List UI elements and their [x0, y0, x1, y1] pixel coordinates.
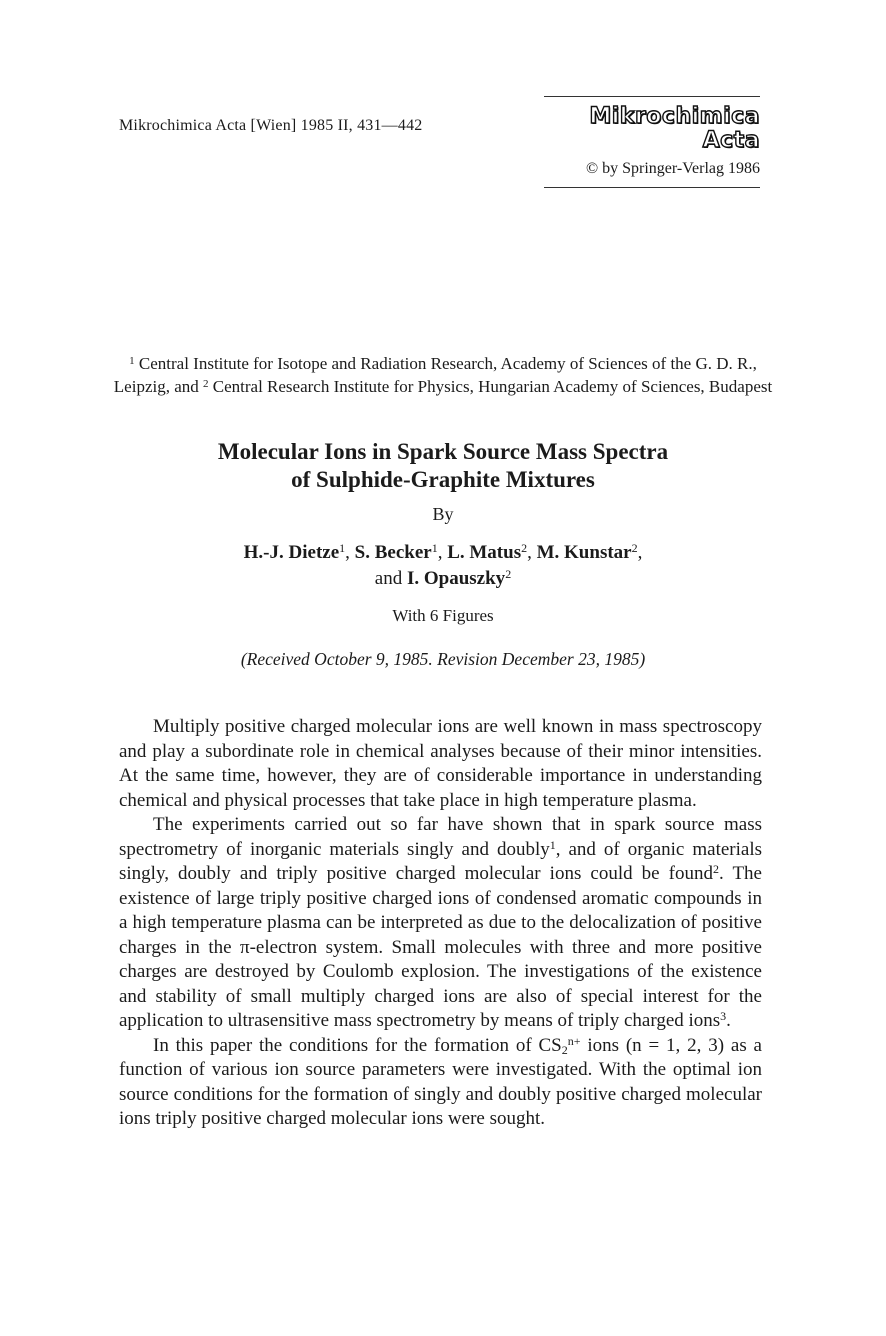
by-line: By	[432, 504, 454, 524]
affiliation	[100, 352, 786, 398]
reference-marker: 1	[549, 837, 556, 852]
received-dates: (Received October 9, 1985. Revision December 23, 1985)	[240, 649, 646, 669]
reference-marker: 2	[712, 862, 719, 876]
paragraph-text: , and of organic materials singly, doubly and triply positive charged molecular ions could be found	[119, 838, 762, 884]
title-line-1: Molecular Ions in Spark Source Mass Spectra	[217, 439, 669, 464]
journal-logo-block	[544, 96, 760, 188]
author-name: S. Becker	[354, 542, 432, 563]
article-body	[119, 715, 762, 1132]
author-affiliation-marker: 1	[431, 541, 438, 555]
author-name: H.-J. Dietze	[243, 542, 340, 563]
author-affiliation-marker: 2	[505, 567, 512, 581]
figure-count: With 6 Figures	[392, 606, 494, 625]
author-affiliation-marker: 1	[339, 541, 346, 555]
paragraph-text: .	[726, 1010, 731, 1031]
reference-marker: 3	[720, 1009, 727, 1023]
paragraph-3	[119, 1034, 762, 1132]
author-line-1	[100, 540, 786, 566]
author-name: I. Opauszky	[406, 568, 506, 589]
affiliation-text-1: Central Institute for Isotope and Radiation Research, Academy of Sciences of the G. D. R., Leipzig, and	[113, 354, 757, 396]
paragraph-2	[119, 813, 762, 1034]
author-separator: ,	[437, 542, 448, 563]
author-separator: ,	[345, 542, 355, 563]
author-list	[100, 540, 786, 592]
author-affiliation-marker: 2	[631, 541, 638, 555]
bottom-rule	[544, 187, 760, 188]
author-line-2	[100, 566, 786, 592]
author-affiliation-marker: 2	[521, 541, 528, 555]
paragraph-text: ions (n = 1, 2, 3) as a function of various ion source parameters were investigated. With the optimal ion source conditions for the formation of singly and doubly positive charged molecular ions triply positive charged molecular ions were sought.	[119, 1034, 762, 1129]
author-conjunction: and	[374, 568, 407, 589]
affiliation-marker-1: 1	[129, 355, 135, 367]
paragraph-text: In this paper the conditions for the formation of CS	[153, 1034, 562, 1056]
paragraph-text: . The existence of large triply positive charged ions of condensed aromatic compounds in a high temperature plasma can be interpreted as due to the delocalization of positive charges in the π-electron system. Small molecules with three and more positive charges are destroyed by Coulomb explosion. The investigations of the existence and stability of small multiply charged ions are also of special interest for the application to ultrasensitive mass spectrometry by means of triply charged ions	[119, 863, 762, 1031]
journal-logo: Mikrochimica Acta	[589, 104, 760, 153]
copyright-notice: © by Springer-Verlag 1986	[585, 160, 760, 177]
affiliation-text-2: Central Research Institute for Physics, Hungarian Academy of Sciences, Budapest	[208, 377, 773, 396]
paper-title	[100, 438, 786, 494]
author-separator: ,	[527, 542, 537, 563]
chemical-formula-cs2	[562, 1035, 581, 1056]
formula-subscript: 2	[561, 1042, 568, 1057]
author-separator: ,	[637, 542, 643, 563]
author-name: M. Kunstar	[536, 542, 632, 563]
journal-reference: Mikrochimica Acta [Wien] 1985 II, 431—442	[119, 117, 423, 134]
title-line-2: of Sulphide-Graphite Mixtures	[291, 467, 595, 492]
top-rule	[544, 96, 760, 97]
author-name: L. Matus	[447, 542, 522, 563]
paragraph-text: The experiments carried out so far have shown that in spark source mass spectrometry of inorganic materials singly and doubly	[119, 814, 762, 860]
affiliation-marker-2: 2	[203, 378, 209, 390]
formula-charge: n+	[567, 1033, 581, 1048]
paragraph-1: Multiply positive charged molecular ions are well known in mass spectroscopy and play a subordinate role in chemical analyses because of their minor intensities. At the same time, however, they are of considerable importance in understanding chemical and physical processes that take place in high temperature plasma.	[119, 716, 762, 811]
